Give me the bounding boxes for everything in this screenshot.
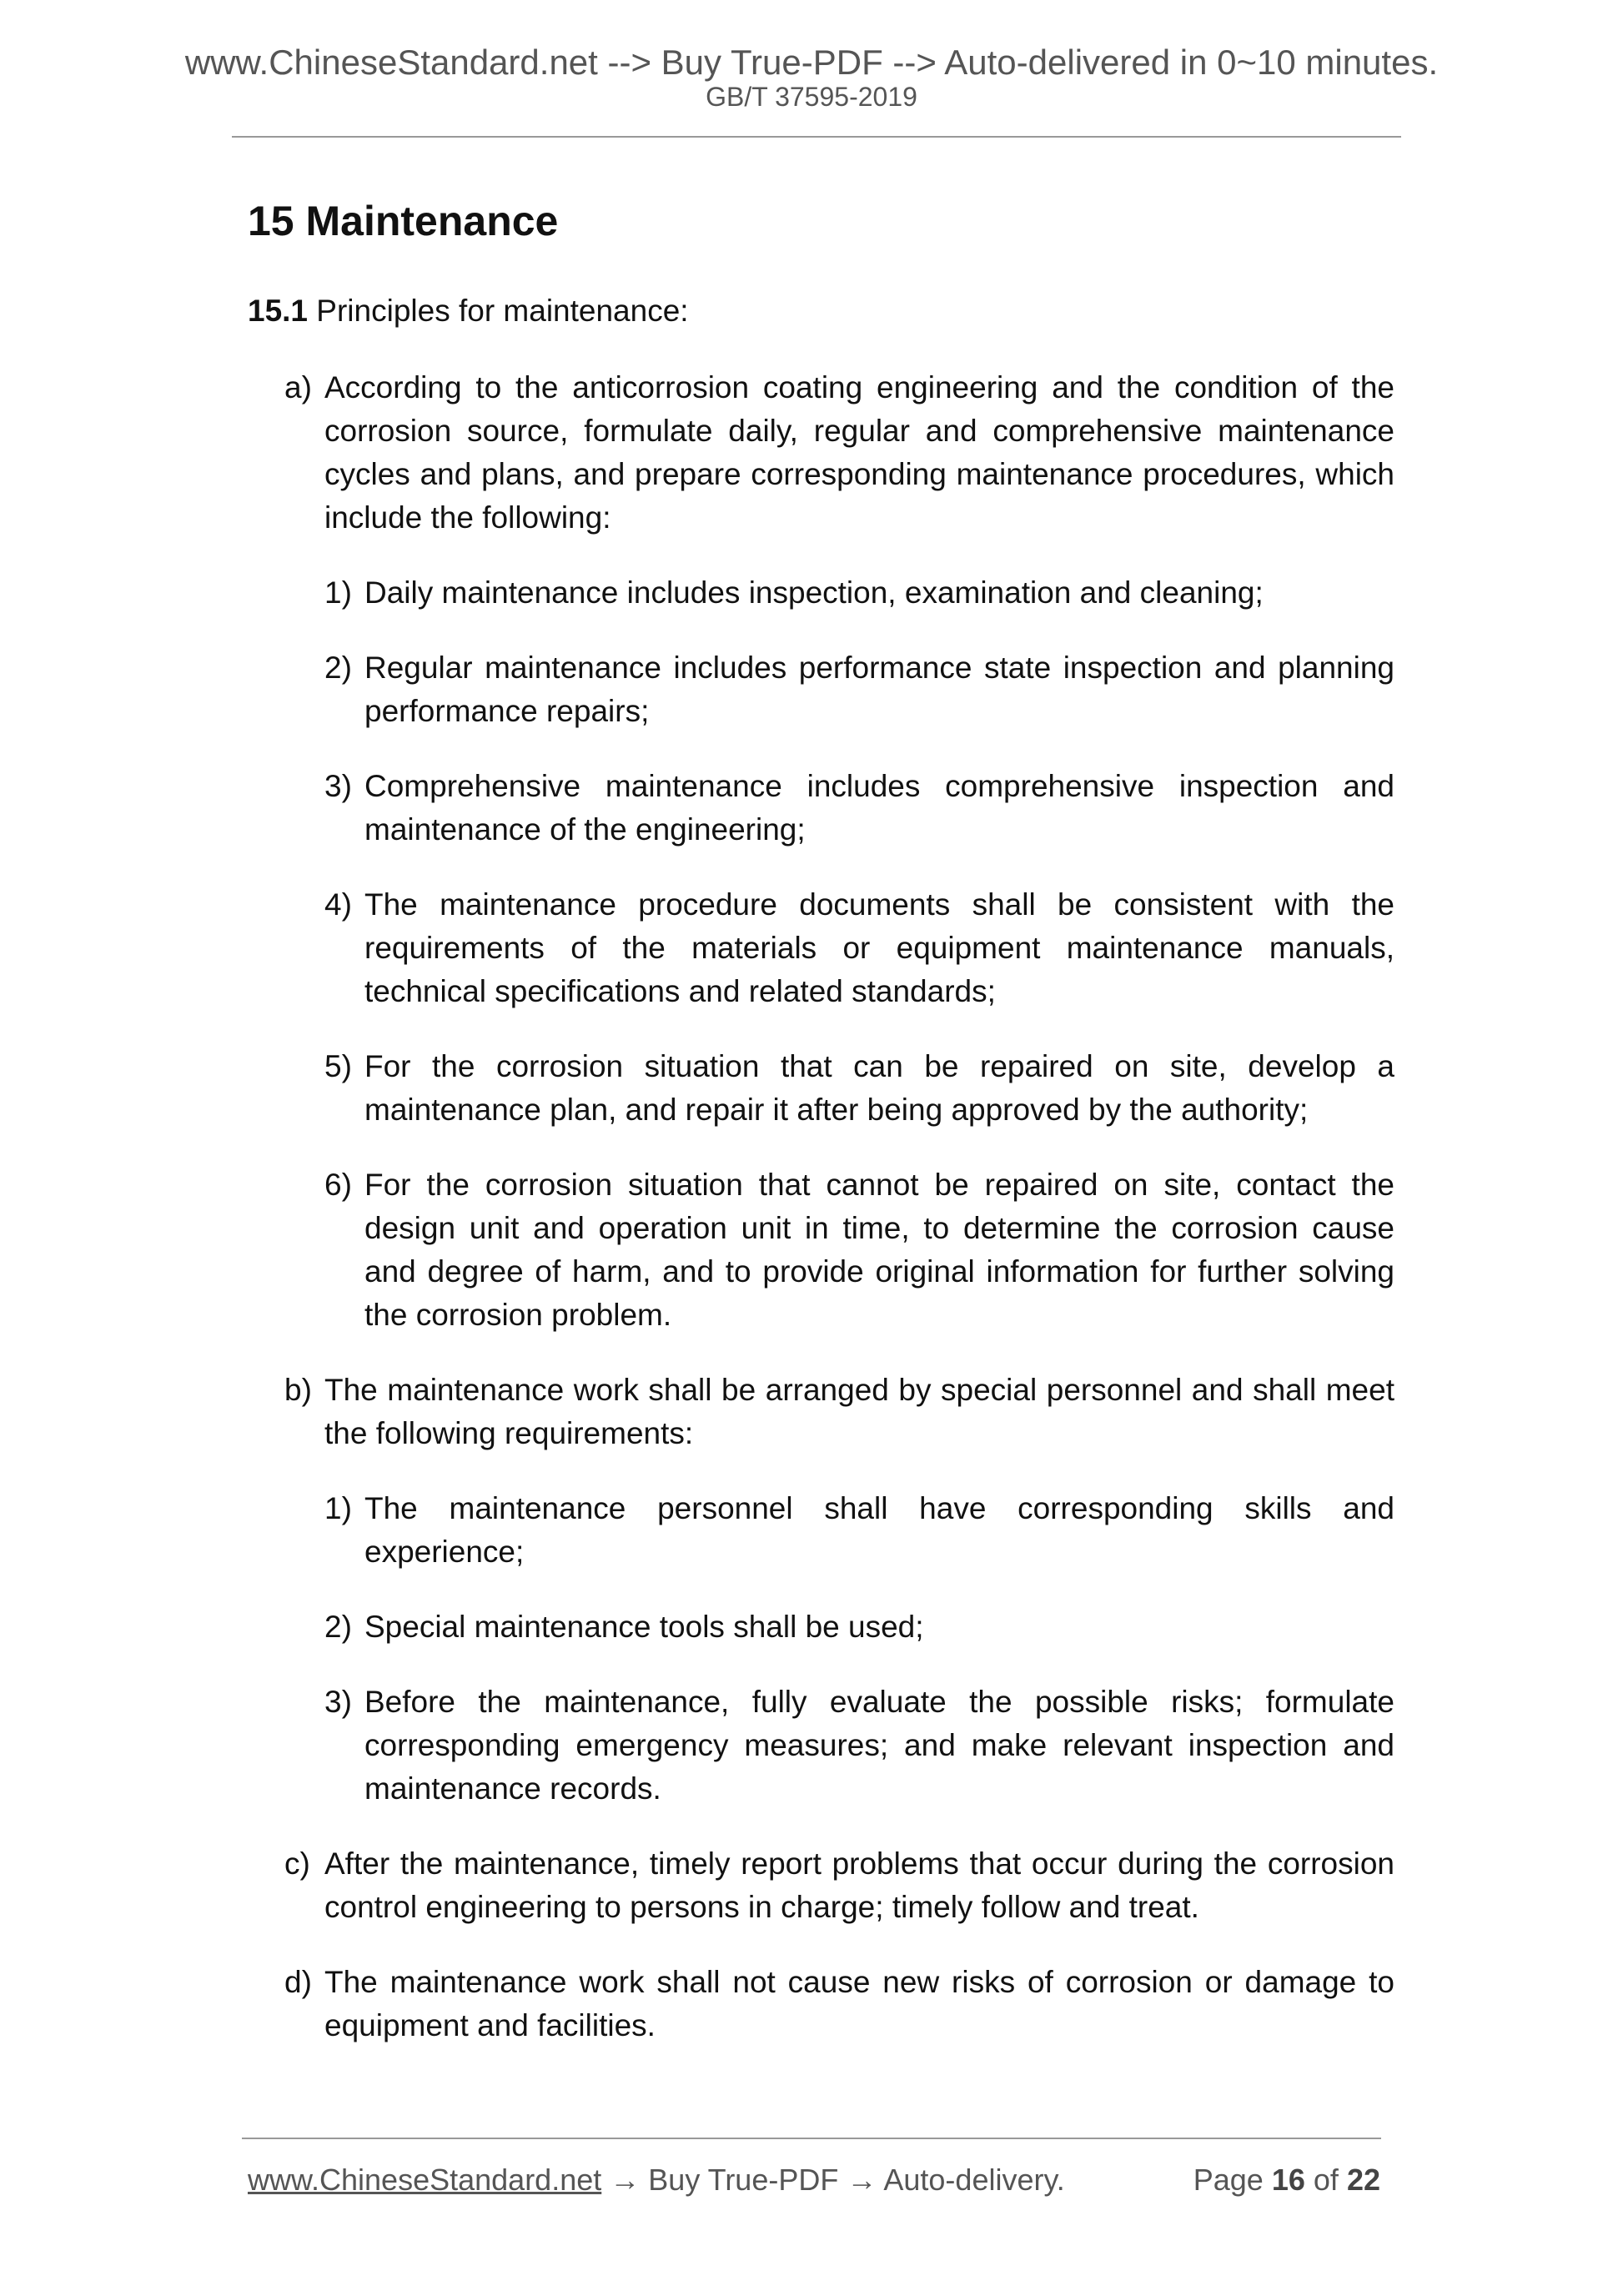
list-label: 5) bbox=[324, 1049, 352, 1083]
footer-delivery-text: Auto-delivery. bbox=[883, 2163, 1065, 2197]
list-item-b bbox=[248, 1369, 1394, 1455]
footer-buy-text: Buy True-PDF bbox=[648, 2163, 839, 2197]
section-title: 15 Maintenance bbox=[248, 198, 559, 244]
list-text: After the maintenance, timely report problems that occur during the corrosion control engineering to persons in charge; timely follow and treat. bbox=[324, 1846, 1394, 1924]
list-text: For the corrosion situation that can be repaired on site, develop a maintenance plan, and repair it after being approved by the authority; bbox=[364, 1049, 1394, 1127]
subsection-text: Principles for maintenance: bbox=[308, 294, 689, 328]
list-label: 3) bbox=[324, 769, 352, 803]
footer-site-link[interactable]: www.ChineseStandard.net bbox=[248, 2163, 602, 2197]
arrow-right-icon: → bbox=[610, 2163, 641, 2197]
list-item-c bbox=[248, 1842, 1394, 1929]
list-label: 4) bbox=[324, 887, 352, 922]
list-item-a bbox=[248, 366, 1394, 540]
footer-divider bbox=[242, 2138, 1381, 2139]
list-item-b-1 bbox=[248, 1487, 1394, 1574]
main-content bbox=[248, 188, 1394, 2079]
list-label: 2) bbox=[324, 651, 352, 685]
list-item-a-4 bbox=[248, 883, 1394, 1013]
list-item-b-3 bbox=[248, 1681, 1394, 1811]
list-text: Special maintenance tools shall be used; bbox=[364, 1610, 924, 1644]
list-item-d bbox=[248, 1961, 1394, 2047]
of-word: of bbox=[1313, 2163, 1339, 2197]
list-label: a) bbox=[284, 370, 312, 404]
footer-left bbox=[248, 2162, 1065, 2198]
list-label: 6) bbox=[324, 1168, 352, 1202]
list-item-a-3 bbox=[248, 765, 1394, 852]
list-text: The maintenance work shall be arranged by special personnel and shall meet the following requirements: bbox=[324, 1373, 1394, 1450]
list-text: The maintenance personnel shall have corresponding skills and experience; bbox=[364, 1491, 1394, 1569]
page-indicator bbox=[1193, 2162, 1380, 2198]
list-text: The maintenance procedure documents shall be consistent with the requirements of the materials or equipment maintenance manuals, technical specifications and related standards; bbox=[364, 887, 1394, 1008]
list-text: Comprehensive maintenance includes comprehensive inspection and maintenance of the engineering; bbox=[364, 769, 1394, 847]
list-item-a-2 bbox=[248, 646, 1394, 733]
list-text: The maintenance work shall not cause new risks of corrosion or damage to equipment and facilities. bbox=[324, 1965, 1394, 2042]
list-item-a-1 bbox=[248, 571, 1394, 615]
list-text: Regular maintenance includes performance state inspection and planning performance repairs; bbox=[364, 651, 1394, 728]
page-word: Page bbox=[1193, 2163, 1264, 2197]
standard-code: GB/T 37595-2019 bbox=[706, 82, 917, 112]
list-label: 1) bbox=[324, 1491, 352, 1525]
list-label: d) bbox=[284, 1965, 312, 1999]
list-text: Before the maintenance, fully evaluate the possible risks; formulate corresponding emergency measures; and make relevant inspection and maintenance records. bbox=[364, 1685, 1394, 1806]
header-banner[interactable]: www.ChineseStandard.net --> Buy True-PDF --> Auto-delivered in 0~10 minutes. bbox=[184, 43, 1439, 82]
arrow-right-icon: → bbox=[847, 2163, 877, 2197]
list-text: According to the anticorrosion coating engineering and the condition of the corrosion source, formulate daily, regular and comprehensive maintenance cycles and plans, and prepare corresponding maintenance procedures, which include the following: bbox=[324, 370, 1394, 535]
page-total: 22 bbox=[1346, 2163, 1380, 2197]
list-item-a-5 bbox=[248, 1045, 1394, 1132]
list-label: 2) bbox=[324, 1610, 352, 1644]
list-text: Daily maintenance includes inspection, examination and cleaning; bbox=[364, 575, 1264, 610]
subsection-heading bbox=[248, 289, 1394, 333]
list-item-b-2 bbox=[248, 1605, 1394, 1649]
list-label: 1) bbox=[324, 575, 352, 610]
list-label: b) bbox=[284, 1373, 312, 1407]
subsection-number: 15.1 bbox=[248, 294, 309, 328]
page-number: 16 bbox=[1271, 2163, 1305, 2197]
list-item-a-6 bbox=[248, 1163, 1394, 1337]
header-divider bbox=[232, 136, 1401, 138]
list-label: 3) bbox=[324, 1685, 352, 1719]
list-label: c) bbox=[284, 1846, 310, 1881]
list-text: For the corrosion situation that cannot be repaired on site, contact the design unit and operation unit in time, to determine the corrosion cause and degree of harm, and to provide original information for further solving the corrosion problem. bbox=[364, 1168, 1394, 1332]
